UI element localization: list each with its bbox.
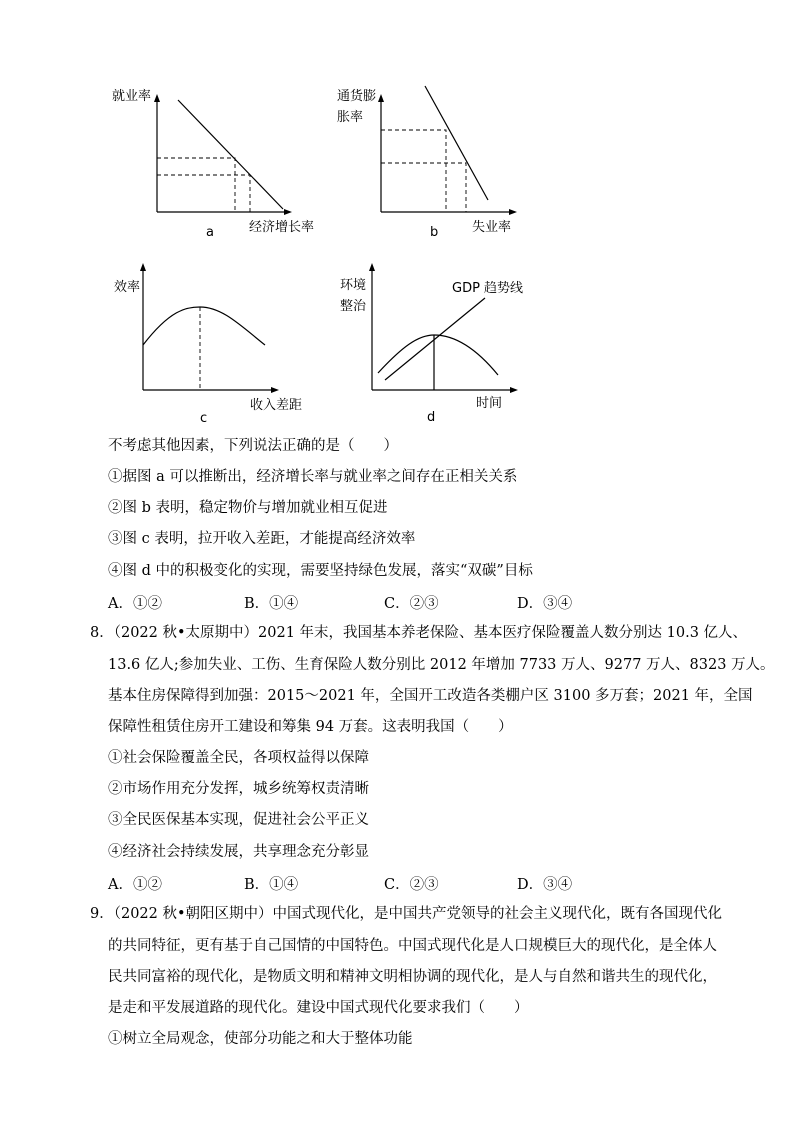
graph-d-caption: d xyxy=(427,410,436,425)
graph-b-x-arrow xyxy=(509,209,517,215)
q8-line-3: 基本住房保障得到加强：2015～2021 年，全国开工改造各类棚户区 3100 多万套；2021 年，全国 xyxy=(108,688,753,704)
graph-b xyxy=(330,78,530,243)
q8-option-a[interactable]: A．①② xyxy=(108,877,162,893)
q8-line-1: 8．（2022 秋•太原期中）2021 年末，我国基本养老保险、基本医疗保险覆盖人数分别达 10.3 亿人、 xyxy=(90,625,748,641)
q9-line-1: 9．（2022 秋•朝阳区期中）中国式现代化，是中国共产党领导的社会主义现代化，既有各国现代化 xyxy=(90,906,723,922)
q8-item-4: ④经济社会持续发展，共享理念充分彰显 xyxy=(108,844,369,860)
graph-d-environment-curve xyxy=(378,335,498,375)
graph-b-guide-1 xyxy=(381,130,446,212)
q7-item-3: ③图 c 表明，拉开收入差距，才能提高经济效率 xyxy=(108,531,416,547)
graph-d-x-arrow xyxy=(510,387,518,393)
graph-c-x-arrow xyxy=(271,387,279,393)
q7-item-1: ①据图 a 可以推断出，经济增长率与就业率之间存在正相关关系 xyxy=(108,469,518,485)
graph-d-ylabel-2: 整治 xyxy=(340,299,367,314)
graph-a-xlabel: 经济增长率 xyxy=(249,220,315,235)
graph-a-curve xyxy=(178,100,283,209)
q7-option-c[interactable]: C．②③ xyxy=(384,596,439,612)
q9-line-2: 的共同特征，更有基于自己国情的中国特色。中国式现代化是人口规模巨大的现代化，是全体人 xyxy=(108,938,717,954)
graph-b-curve xyxy=(425,86,488,200)
q9-item-1: ①树立全局观念，使部分功能之和大于整体功能 xyxy=(108,1031,413,1047)
q7-item-4: ④图 d 中的积极变化的实现，需要坚持绿色发展，落实“双碳”目标 xyxy=(108,563,533,579)
q8-item-1: ①社会保险覆盖全民，各项权益得以保障 xyxy=(108,750,369,766)
graph-a xyxy=(100,78,340,243)
graph-a-guide-2 xyxy=(157,175,250,212)
q8-line-4: 保障性租赁住房开工建设和筹集 94 万套。这表明我国（ ） xyxy=(108,719,513,735)
graph-a-ylabel: 就业率 xyxy=(112,89,152,104)
q7-options xyxy=(108,592,708,612)
q8-item-3: ③全民医保基本实现，促进社会公平正义 xyxy=(108,812,369,828)
graph-b-ylabel-1: 通货膨 xyxy=(337,89,377,104)
graph-d-gdp-trend-line xyxy=(385,298,485,380)
graph-a-x-arrow xyxy=(284,209,292,215)
graph-b-y-arrow xyxy=(378,94,384,102)
q7-option-a[interactable]: A．①② xyxy=(108,596,162,612)
graph-d-y-arrow xyxy=(369,263,375,271)
graph-a-guide-1 xyxy=(157,158,235,212)
q7-option-d[interactable]: D．③④ xyxy=(517,596,573,612)
graph-c-xlabel: 收入差距 xyxy=(250,398,303,413)
q7-option-b[interactable]: B．①④ xyxy=(244,596,299,612)
graph-d-xlabel: 时间 xyxy=(476,396,503,411)
q9-line-4: 是走和平发展道路的现代化。建设中国式现代化要求我们（ ） xyxy=(108,1000,529,1016)
graph-b-xlabel: 失业率 xyxy=(472,220,512,235)
q7-item-2: ②图 b 表明，稳定物价与增加就业相互促进 xyxy=(108,500,388,516)
graph-b-caption: b xyxy=(430,225,439,240)
graph-d-trend-label: GDP 趋势线 xyxy=(452,281,524,296)
graph-c-curve xyxy=(143,307,265,345)
q9-line-3: 民共同富裕的现代化，是物质文明和精神文明相协调的现代化，是人与自然和谐共生的现代化， xyxy=(108,969,717,985)
q8-item-2: ②市场作用充分发挥，城乡统筹权责清晰 xyxy=(108,781,369,797)
graph-c-ylabel: 效率 xyxy=(114,280,141,295)
q8-options xyxy=(108,873,708,893)
graph-c xyxy=(100,255,320,425)
graph-a-caption: a xyxy=(206,225,214,240)
graph-b-guide-2 xyxy=(381,163,466,212)
q7-stem: 不考虑其他因素，下列说法正确的是（ ） xyxy=(108,438,398,454)
graph-a-y-arrow xyxy=(154,94,160,102)
q8-option-c[interactable]: C．②③ xyxy=(384,877,439,893)
graph-d-ylabel-1: 环境 xyxy=(340,278,367,293)
graph-c-caption: c xyxy=(200,411,208,426)
q8-line-2: 13.6 亿人;参加失业、工伤、生育保险人数分别比 2012 年增加 7733 万人、9277 万人、8323 万人。 xyxy=(108,657,775,673)
q8-option-d[interactable]: D．③④ xyxy=(517,877,573,893)
graph-d xyxy=(330,255,550,425)
graph-b-ylabel-2: 胀率 xyxy=(337,110,364,125)
graph-c-y-arrow xyxy=(140,263,146,271)
q8-option-b[interactable]: B．①④ xyxy=(244,877,299,893)
